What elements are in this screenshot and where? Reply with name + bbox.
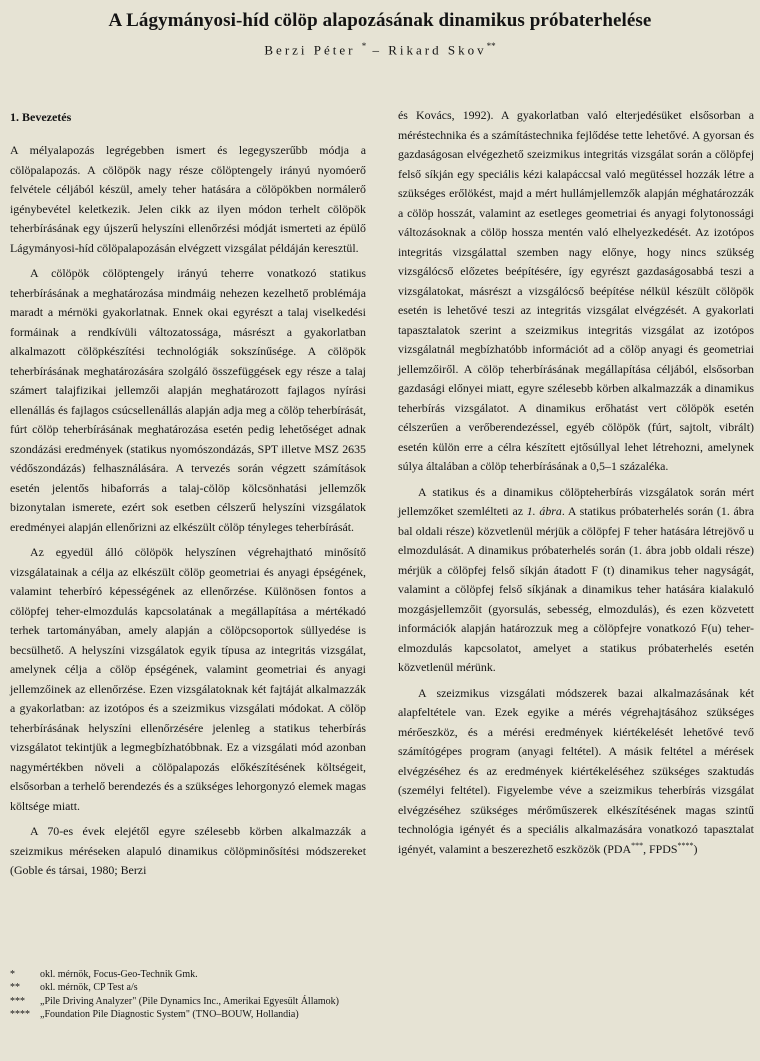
footnote-mark: **** (10, 1009, 30, 1021)
left-column (10, 108, 366, 881)
paragraph-5: és Kovács, 1992). A gyakorlatban való elterjedésüket elsősorban a méréstechnika és a számítástechnika fejlődése tette lehetővé. A gyorsan és gazdaságosan elvégezhető szeizmikus integritás vizsgálat során a cölöpfej felső síkján egy speciális kézi kalapáccsal való megütéssel hozzák létre a szükséges erőlökést, majd a mért hullámjellemzők alapján méghatározzák a cölöp hosszát, valamint az esetleges geometriai és anyagi folytonossági változásoknak a cölöp hossza mentén való elhelyezkedését. Az izotópos integritás vizsgálattal szemben nagy előnye, hogy nincs szükség vizsgálócső előzetes beépítésére, így egyrészt gazdaságosabbá teszi a vizsgálatokat, másrészt a vizsgálócső beépítése nélkül készült cölöpök esetén is lehetővé teszi az integritás vizsgálat elvégzését. A gyakorlati tapasztalatok szerint a szeizmikus integritás vizsgálat az izotópos vizsgálatnál megbízhatóbb információt ad a cölöp anyagi és geometriai jellemzőiről. A cölöp teherbírásának megállapítása céljából, elsősorban gazdasági előnyei miatt, egyre szélesebb körben alkalmazzák a dinamikus teherbírás vizsgálatot. A dinamikus erőhatást vert cölöpök esetén célszerűen a verőberendezéssel, egyéb cölöpök (fúrt, sajtolt, vibrált) esetén külön erre a célra készített ejtősúllyal lehet létrehozni, amelynek súlya általában a cölöp teherbírásának a 0,5–1 százaléka. (398, 108, 754, 473)
footnotes (10, 968, 510, 1022)
footnote (10, 981, 510, 994)
paragraph-7-part-1: A szeizmikus vizsgálati módszerek bazai alkalmazásának két alapfeltétele van. Ezek egyike a mérés végrehajtásához szükséges mérőeszköz, és a mérési eredmények kiértékelését lehetővé tevő számítógépes program (anyagi feltétel). A másik feltétel a mérések elvégzéséhez és az eredmények kiértékeléséhez szükséges szaktudás (személyi feltétel). Figyelembe véve a szeizmikus teherbírás vizsgálat elvégzéséhez szükséges mérőműszerek elkészítésének magas szintű technológia igényét és a speciális alkalmazására vonatkozó tapasztalat igényét, valamint a beszerezhető eszközök (PDA (398, 685, 754, 856)
section-heading-introduction: 1. Bevezetés (10, 110, 72, 124)
author-second: Rikard Skov (388, 42, 487, 58)
footnote-text: okl. mérnök, Focus-Geo-Technik Gmk. (40, 969, 198, 980)
author-separator: – (372, 42, 382, 58)
right-column (398, 106, 754, 859)
author-second-mark: ** (486, 41, 496, 51)
paragraph-2: A cölöpök cölöptengely irányú teherre vonatkozó statikus teherbírásának a meghatározása mindmáig nehezen kezelhető problémája maradt a mérnöki gyakorlatnak. Ennek okai egyrészt a talaj viselkedési formáinak a rendkívüli változatossága, másrészt a gyakorlatban alkalmazott cölöpkészítési technológiák sokszínűsége. A cölöpök teherbírásának meghatározására szolgáló összefüggések egy része a talaj számert talajfizikai jellemzői alapján meghatározott fajlagos nyírási ellenállás és fajlagos csúcsellenállás alapján adja meg a cölöp teherbírását, fúrt cölöp teherbírásának meghatározása esetén pedig lehetőséget adnak szondázási eredmények (statikus nyomószondázás, SPT illetve MSZ 2635 védőszondázás) felhasználására. A tervezés során végzett számítások esetén jelentős hibaforrás a talaj-cölöp kölcsönhatási jellemzők bizonytalan ismerete, ezért sok esetben célszerű helyszíni vizsgálatok eredményei alapján ellenőrizni az elkészült cölöp tényleges teherbírását. (10, 266, 366, 534)
footnote-text: okl. mérnök, CP Test a/s (40, 982, 138, 994)
paragraph-3: Az egyedül álló cölöpök helyszínen végrehajtható minősítő vizsgálatainak a célja az elkészült cölöp geometriai és anyagi épségének, valamint teherbíró képességének az ellenőrzése. Különösen fontos a cölöpfej teher-elmozdulás kapcsolatának a megállapítása a mértékadó terhek tartományában, amely alapján a cölöpcsoportok süllyedése is becsülhető. A helyszíni vizsgálatok egyik típusa az integritás vizsgálat, amelynek célja a cölöp épségének, valamint geometriai és anyagi jellemzőinek az ellenőrzése. Ezen vizsgálatoknak két fajtáját alkalmazzák a gyakorlatban: az izotópos és a szeizmikus vizsgálati módokat. A cölöp teherbírásának helyszíni ellenőrzésére jelenleg a statikus teherbírás vizsgálatot tekintjük a legmegbízhatóbbnak. Ez a vizsgálati mód azonban nagymértékben növeli a cölöpalapozás előkészítésének költségeit, elsősorban a terhelő berendezés és a szükséges lehorgonyzó elemek magas költsége miatt. (10, 545, 366, 813)
paragraph-7-end: ) (693, 841, 698, 856)
paragraph-4: A 70-es évek elejétől egyre szélesebb körben alkalmazzák a szeizmikus méréseken alapuló dinamikus cölöpminősítési módszereket (Goble és társai, 1980; Berzi (10, 824, 366, 877)
article-title: A Lágymányosi-híd cölöp alapozásának dinamikus próbaterhelése (108, 10, 652, 31)
footnote-mark-fpds: **** (677, 840, 694, 850)
paragraph-7 (398, 684, 754, 860)
footnote-mark-pda: *** (631, 840, 644, 850)
paragraph-7-part-2: , FPDS (643, 841, 678, 856)
footnote (10, 968, 510, 981)
footnote-mark: *** (10, 995, 25, 1007)
footnote-mark: ** (10, 982, 20, 994)
footnote-text: „Pile Driving Analyzer" (Pile Dynamics Inc., Amerikai Egyesült Államok) (40, 995, 340, 1007)
paragraph-6-part-2: . A statikus próbaterhelés során (1. ábra bal oldali része) közvetlenül mérjük a cölöpfej F teher hatására létrejövő u elmozdulását. A dinamikus próbaterhelés során (1. ábra jobb oldali része) mérjük a cölöpfej felső síkján átadott F (t) dinamikus teher nagyságát, valamint a cölöpfej felső síkjának a dinamikus teher hatására kialakuló mozgásjellemzőit (gyorsulás, sebesség, elmozdulás), és ezen közvetett információk alapján határozzuk meg a cölöpfejre vonatkozó F(u) teher-elmozdulás kapcsolatot, amelyet a statikus próbaterhelés esetén közvetlenül mérünk. (398, 504, 754, 674)
author-first-mark: * (361, 41, 367, 51)
author-line (0, 41, 760, 58)
author-first: Berzi Péter (264, 42, 356, 58)
footnote (10, 995, 510, 1008)
paragraph-1: A mélyalapozás legrégebben ismert és legegyszerűbb módja a cölöpalapozás. A cölöpök nagy része cölöptengely irányú nyomóerő felvétele céljából készül, amely teher hatására a cölöpökben normálerő igénybevétel keletkezik. Jelen cikk az ilyen módon terhelt cölöpök teherbírásának egy újszerű helyszíni ellenőrzési módját ismerteti az épülő Lágymányosi-híd cölöpalapozásán elvégzett vizsgálat példáján keresztül. (10, 143, 366, 255)
footnote-mark: * (10, 969, 15, 980)
footnote (10, 1008, 510, 1021)
paragraph-6 (398, 483, 754, 678)
figure-reference: 1. ábra (526, 504, 562, 518)
footnote-text: „Foundation Pile Diagnostic System" (TNO–BOUW, Hollandia) (40, 1009, 299, 1021)
paragraph-6-part-1: A statikus és a dinamikus cölöpteherbírás vizsgálatok során mért jellemzőket szemlélteti az (398, 484, 754, 518)
